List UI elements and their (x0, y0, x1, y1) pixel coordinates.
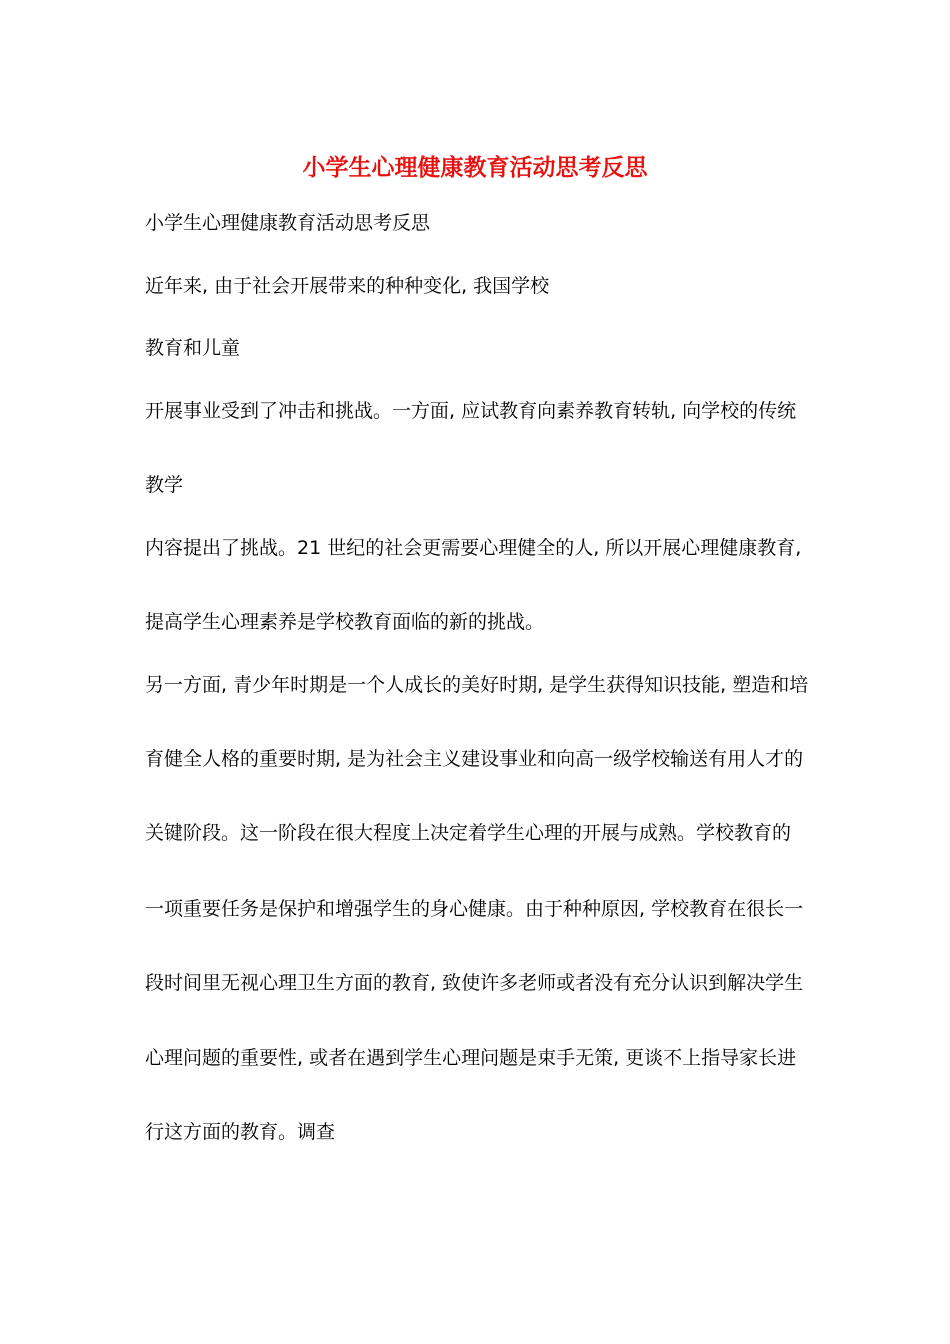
body-line-4: 开展事业受到了冲击和挑战。一方面, 应试教育向素养教育转轨, 向学校的传统 (145, 400, 797, 422)
body-line-6: 内容提出了挑战。21 世纪的社会更需要心理健全的人, 所以开展心理健康教育, (145, 537, 802, 559)
body-line-8: 另一方面, 青少年时期是一个人成长的美好时期, 是学生获得知识技能, 塑造和培 (145, 674, 809, 696)
body-line-7: 提高学生心理素养是学校教育面临的新的挑战。 (145, 611, 545, 633)
body-line-12: 段时间里无视心理卫生方面的教育, 致使许多老师或者没有充分认识到解决学生 (145, 972, 804, 994)
body-line-14: 行这方面的教育。调查 (145, 1121, 336, 1143)
body-line-5: 教学 (145, 474, 184, 496)
body-line-13: 心理问题的重要性, 或者在遇到学生心理问题是束手无策, 更谈不上指导家长进 (145, 1047, 797, 1069)
body-line-1: 小学生心理健康教育活动思考反思 (145, 212, 431, 234)
body-line-3: 教育和儿童 (145, 337, 241, 359)
body-line-10: 关键阶段。这一阶段在很大程度上决定着学生心理的开展与成熟。学校教育的 (145, 822, 792, 844)
body-line-11: 一项重要任务是保护和增强学生的身心健康。由于种种原因, 学校教育在很长一 (145, 898, 804, 920)
document-title: 小学生心理健康教育活动思考反思 (302, 154, 648, 181)
body-line-9: 育健全人格的重要时期, 是为社会主义建设事业和向高一级学校输送有用人才的 (145, 748, 804, 770)
body-line-2: 近年来, 由于社会开展带来的种种变化, 我国学校 (145, 275, 550, 297)
